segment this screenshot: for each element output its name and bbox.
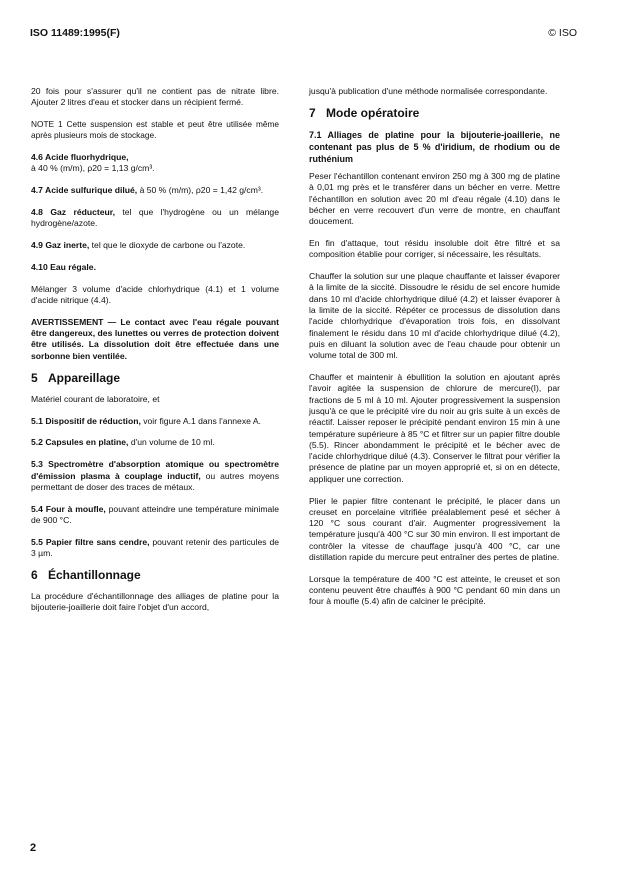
heading-7: 7 Mode opératoire <box>309 105 420 120</box>
section-5-1: 5.1 Dispositif de réduction, voir figure A.1 dans l'annexe A. <box>31 415 261 426</box>
right-column <box>309 86 560 618</box>
document-id: ISO 11489:1995(F) <box>30 27 120 39</box>
section-4-9: 4.9 Gaz inerte, tel que le dioxyde de carbone ou l'azote. <box>31 240 246 251</box>
section-5-4: 5.4 Four à moufle, pouvant atteindre une température minimale de 900 °C. <box>31 503 279 525</box>
paragraph: Peser l'échantillon contenant environ 250 mg à 300 mg de platine à 0,01 mg près et le transférer dans un bécher en verre. Mettre l'échantillon en solution avec 20 ml d'eau régale (4.10) dans le bécher en verre recouvert d'un verre de montre, en chauffant doucement. <box>309 171 560 227</box>
note-1: NOTE 1 Cette suspension est stable et peut être utilisée même après plusieurs mois de stockage. <box>31 119 279 141</box>
paragraph: Plier le papier filtre contenant le précipité, le placer dans un creuset en porcelaine vitrifiée préalablement pesé et sécher à 120 °C sous courant d'air. Augmenter progressivement la température jusqu'à 400 °C sur 30 min environ. Il est important de contrôler la vitesse de chauffage jusqu'à 400 °C, car une distillation rapide du mercure peut entraîner des pertes de platine. <box>309 495 560 562</box>
section-4-6: 4.6 Acide fluorhydrique, à 40 % (m/m), ρ20 = 1,13 g/cm³. <box>31 152 155 174</box>
section-5-intro: Matériel courant de laboratoire, et <box>31 393 160 404</box>
paragraph: En fin d'attaque, tout résidu insoluble doit être filtré et sa composition établie pour corriger, si nécessaire, les résultats. <box>309 238 560 260</box>
page-number: 2 <box>30 842 37 854</box>
section-5-5: 5.5 Papier filtre sans cendre, pouvant retenir des particules de 3 µm. <box>31 536 279 559</box>
section-6-text: La procédure d'échantillonnage des alliages de platine pour la bijouterie-joaillerie doit faire l'objet d'un accord, <box>31 591 279 613</box>
section-7-1-title: 7.1 Alliages de platine pour la bijouterie-joaillerie, ne contenant pas plus de 5 % d'iridium, de rhodium ou de ruthénium <box>309 130 560 165</box>
paragraph: Lorsque la température de 400 °C est atteinte, le creuset et son contenu peuvent être chauffés à 900 °C pendant 60 min dans un four à moufle (5.4) afin de calciner le précipité. <box>309 573 560 607</box>
paragraph: Chauffer la solution sur une plaque chauffante et laisser évaporer à la limite de la siccité. Dissoudre le résidu de sel encore humide dans 10 ml d'acide chlorhydrique dilué (4.2) et laisser évaporer à la limite de la siccité. Répéter ce processus de dissolution dans l'acide chlorhydrique d'évaporation trois fois, en dissolvant finalement le résidu dans 10 ml d'acide chlorhydrique dilué (4.2), puis en diluant la solution avec de l'eau chaude pour obtenir un volume total de 300 ml. <box>309 271 560 361</box>
section-4-8: 4.8 Gaz réducteur, tel que l'hydrogène ou un mélange hydrogène/azote. <box>31 207 279 229</box>
warning-text: AVERTISSEMENT — Le contact avec l'eau régale pouvant être dangereux, des lunettes ou verres de protection doivent être utilisés. La dissolution doit être effectuée dans une sorbonne bien ventilée. <box>31 316 279 361</box>
section-4-10-title: 4.10 Eau régale. <box>31 261 96 272</box>
left-column <box>31 86 279 624</box>
section-4-10-text: Mélanger 3 volume d'acide chlorhydrique (4.1) et 1 volume d'acide nitrique (4.4). <box>31 283 279 306</box>
paragraph: 20 fois pour s'assurer qu'il ne contient pas de nitrate libre. Ajouter 2 litres d'eau et stocker dans un récipient fermé. <box>31 86 279 108</box>
heading-6: 6 Échantillonnage <box>31 567 141 582</box>
section-5-3: 5.3 Spectromètre d'absorption atomique ou spectromètre d'émission plasma à couplage inductif, ou autres moyens permettant de doser des traces de métaux. <box>31 459 280 492</box>
paragraph: Chauffer et maintenir à ébullition la solution en ajoutant après l'avoir agitée la suspension de chlorure de mercure(I), par fractions de 5 ml à 10 ml. Ajouter progressivement la suspension jusqu'à ce que le précipité vire du noir au gris suite à un excès de réactif. Laisser reposer le précipité pendant environ 15 min à une température supérieure à 85 °C et filtrer sur un papier filtre double (5.5). Rincer abondamment le précipité et le bécher avec de l'acide chlorhydrique dilué (4.3). Conserver le filtrat pour vérifier la présence de platine par un moyen approprié et, si on en détecte, appliquer une correction. <box>309 372 560 484</box>
heading-5: 5 Appareillage <box>31 370 121 385</box>
copyright-mark: © ISO <box>548 27 577 39</box>
section-5-2: 5.2 Capsules en platine, d'un volume de 10 ml. <box>31 437 215 448</box>
paragraph: jusqu'à publication d'une méthode normalisée correspondante. <box>309 86 548 96</box>
section-4-7: 4.7 Acide sulfurique dilué, à 50 % (m/m), ρ20 = 1,42 g/cm³. <box>31 185 264 196</box>
